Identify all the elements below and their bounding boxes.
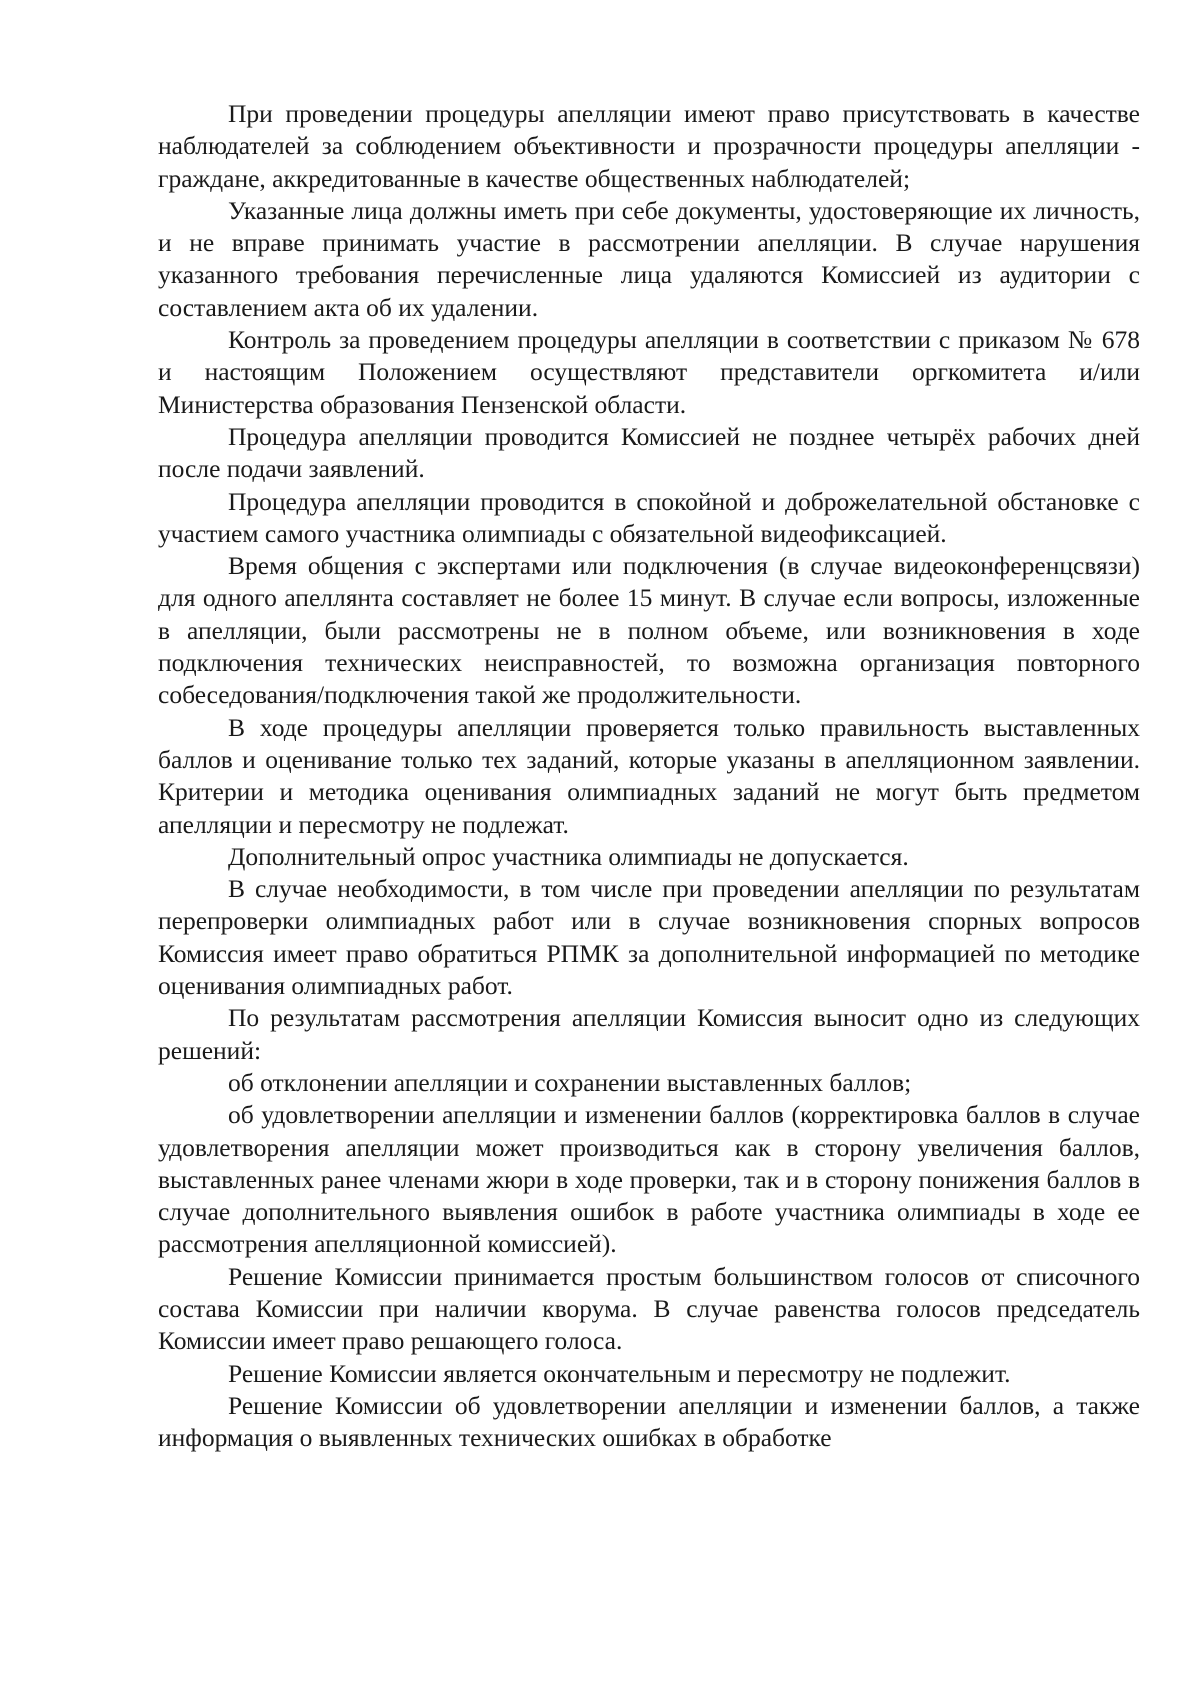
paragraph-decisions-intro: По результатам рассмотрения апелляции Комиссия выносит одно из следующих решений: — [158, 1003, 1140, 1065]
paragraph-rpmk: В случае необходимости, в том числе при проведении апелляции по результатам перепроверки олимпиадных работ или в случае возникновения спорных вопросов Комиссия имеет право обратиться РПМК за дополнительной информацией по методике оценивания олимпиадных работ. — [158, 874, 1140, 1001]
paragraph-scope: В ходе процедуры апелляции проверяется только правильность выставленных баллов и оценивание только тех заданий, которые указаны в апелляционном заявлении. Критерии и методика оценивания олимпиадных заданий не могут быть предметом апелляции и пересмотру не подлежат. — [158, 712, 1140, 839]
paragraph-atmosphere: Процедура апелляции проводится в спокойной и доброжелательной обстановке с участием самого участника олимпиады с обязательной видеофиксацией. — [158, 486, 1140, 548]
decision-rejection: об отклонении апелляции и сохранении выставленных баллов; — [228, 1067, 912, 1097]
paragraph-control: Контроль за проведением процедуры апелляции в соответствии с приказом № 678 и настоящим Положением осуществляют представители оргкомитета и/или Министерства образования Пензенской области. — [158, 325, 1140, 419]
document-page — [158, 98, 1140, 1454]
paragraph-duration: Время общения с экспертами или подключения (в случае видеоконференцсвязи) для одного апеллянта составляет не более 15 минут. В случае если вопросы, изложенные в апелляции, были рассмотрены не в полном объеме, или возникновения в ходе подключения технических неисправностей, то возможна организация повторного собеседования/подключения такой же продолжительности. — [158, 551, 1140, 710]
paragraph-observers: При проведении процедуры апелляции имеют право присутствовать в качестве наблюдателей за соблюдением объективности и прозрачности процедуры апелляции - граждане, аккредитованные в качестве общественных наблюдателей; — [158, 99, 1140, 193]
paragraph-no-extra-questions: Дополнительный опрос участника олимпиады не допускается. — [228, 841, 909, 871]
paragraph-final: Решение Комиссии является окончательным и пересмотру не подлежит. — [228, 1358, 1011, 1388]
decision-satisfaction: об удовлетворении апелляции и изменении баллов (корректировка баллов в случае удовлетворения апелляции может производиться как в сторону увеличения баллов, выставленных ранее членами жюри в ходе проверки, так и в сторону понижения баллов в случае дополнительного выявления ошибок в работе участника олимпиады в ходе ее рассмотрения апелляционной комиссией). — [158, 1100, 1140, 1259]
paragraph-majority: Решение Комиссии принимается простым большинством голосов от списочного состава Комиссии при наличии кворума. В случае равенства голосов председатель Комиссии имеет право решающего голоса. — [158, 1261, 1140, 1356]
paragraph-notification: Решение Комиссии об удовлетворении апелляции и изменении баллов, а также информация о выявленных технических ошибках в обработке — [158, 1390, 1140, 1453]
paragraph-identity-documents: Указанные лица должны иметь при себе документы, удостоверяющие их личность, и не вправе принимать участие в рассмотрении апелляции. В случае нарушения указанного требования перечисленные лица удаляются Комиссией из аудитории с составлением акта об их удалении. — [158, 195, 1140, 322]
paragraph-timing: Процедура апелляции проводится Комиссией не позднее четырёх рабочих дней после подачи заявлений. — [158, 421, 1140, 484]
